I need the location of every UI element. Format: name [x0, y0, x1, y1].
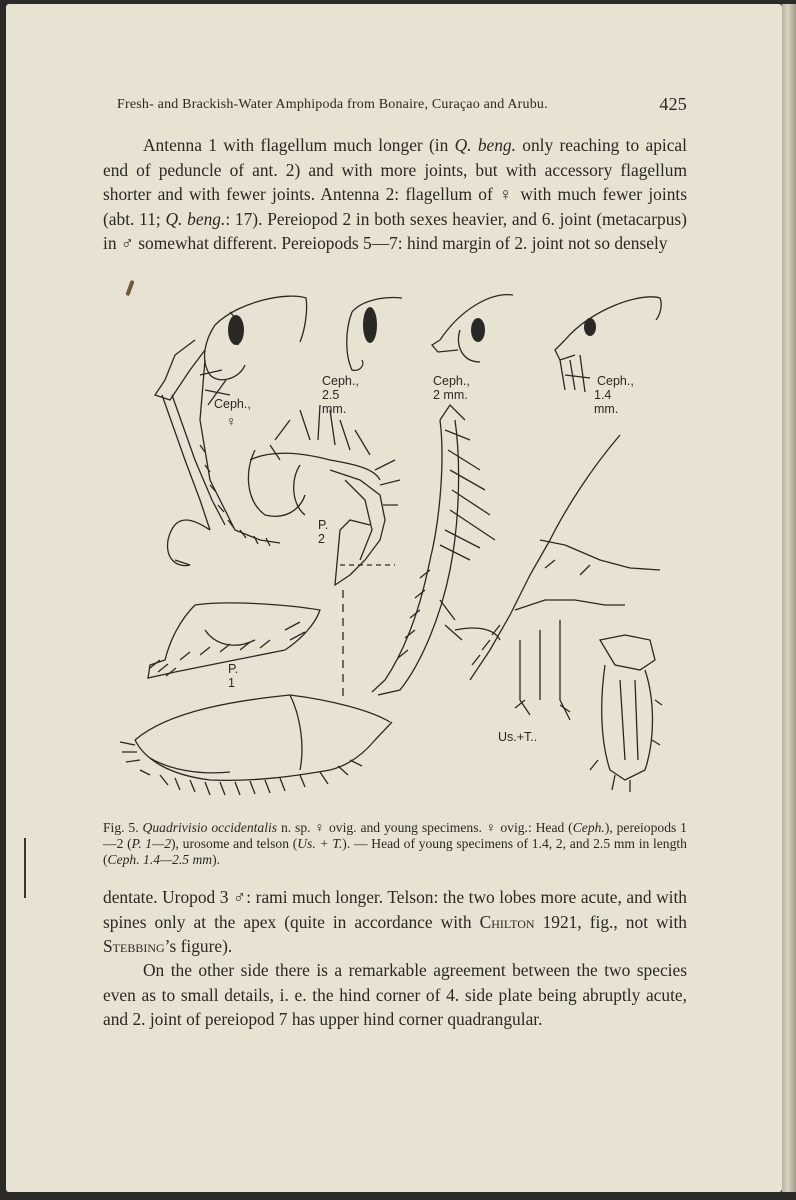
running-title: Fresh- and Brackish-Water Amphipoda from Bonaire, Curaçao and Arubu.: [117, 97, 548, 112]
label-us-t: Us.+T..: [498, 730, 538, 744]
figure-caption: Fig. 5. Quadrivisio occidentalis n. sp. ♀ ovig. and young specimens. ♀ ovig.: Head (Ceph.), pereiopods 1—2 (P. 1—2), urosome and telson (Us. + T.). — Head of young specimens of 1.4, 2, and 2.5 mm in length (Ceph. 1.4—2.5 mm).: [103, 820, 687, 867]
page-number: 425: [659, 94, 687, 114]
drawing-pereiopod-2: [248, 405, 400, 700]
margin-pencil-mark: [24, 838, 26, 898]
drawing-spiny-limb: [372, 405, 500, 695]
label-ceph-1-4mm-line1: Ceph.,: [597, 374, 634, 388]
drawing-pereiopod-basis: [120, 695, 392, 795]
female-symbol: ♀: [226, 413, 237, 429]
drawing-head-female: [155, 296, 307, 566]
drawing-head-2-5mm: [347, 298, 402, 371]
paragraph-uropod: dentate. Uropod 3 ♂: rami much longer. Telson: the two lobes more acute, and with spines only at the apex (quite in accordance with Chilton 1921, fig., not with Stebbing’s figure).: [103, 887, 687, 957]
paragraph-antenna: Antenna 1 with flagellum much longer (in Q. beng. only reaching to apical end of peduncle of ant. 2) and with more joints, but with accessory flagellum shorter and with fewer joints. Antenna 2: flagellum of ♀ with much fewer joints (abt. 11; Q. beng.: 17). Pereiopod 2 in both sexes heavier, and 6. joint (metacarpus) in ♂ somewhat different. Pereiopods 5—7: hind margin of 2. joint not so densely: [103, 135, 687, 254]
label-p1: P. 1: [228, 662, 239, 690]
paragraph-agreement: On the other side there is a remarkable agreement between the two species even as to small details, i. e. the hind corner of 4. side plate being abruptly acute, and 2. joint of pereiopod 7 has upper hind corner quadrangular.: [103, 960, 687, 1030]
label-ceph-1-4mm-line2: 1.4 mm.: [594, 388, 619, 416]
label-ceph-2mm: Ceph., 2 mm.: [433, 374, 470, 402]
drawing-head-2mm: [432, 295, 513, 362]
label-ceph-female: Ceph.,: [214, 397, 251, 411]
label-ceph-2-5mm: Ceph., 2.5 mm.: [322, 374, 359, 416]
label-p2: P. 2: [318, 518, 329, 546]
